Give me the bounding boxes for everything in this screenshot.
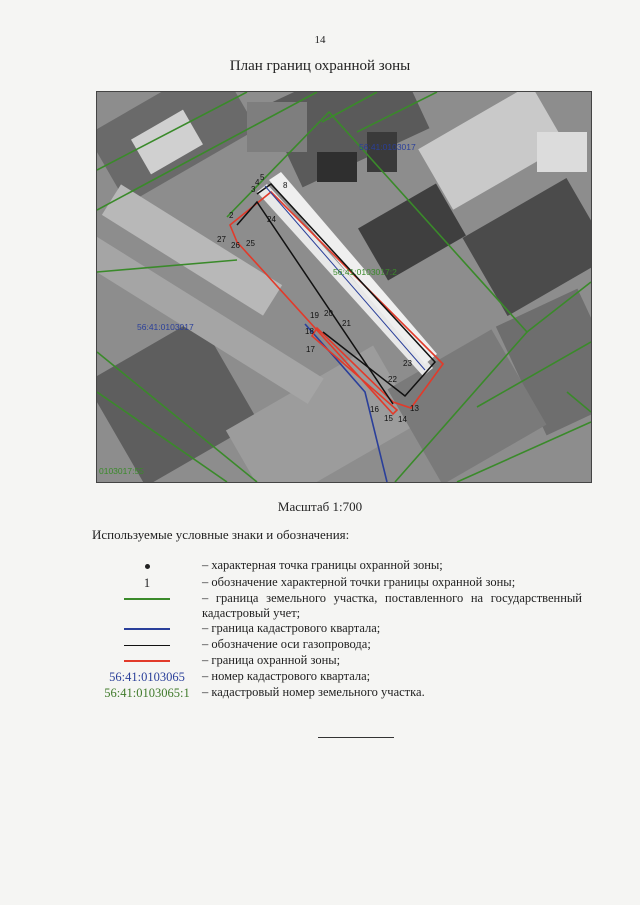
- parcel-label-center: 56:41:0103017:2: [333, 267, 397, 277]
- legend-symbol: [92, 558, 202, 574]
- quarter-label-left: 56:41:0103017: [137, 322, 194, 332]
- footer-rule: [318, 737, 394, 738]
- legend-text: – граница охранной зоны;: [202, 653, 341, 667]
- protection-zone-map: [96, 91, 592, 483]
- point-label: 27: [217, 235, 226, 244]
- legend-text: – номер кадастрового квартала;: [202, 669, 371, 683]
- legend-row: [92, 653, 582, 669]
- point-label: 23: [403, 359, 412, 368]
- legend-symbol: [92, 621, 202, 637]
- point-label: 15: [384, 414, 393, 423]
- point-label: 4: [255, 178, 260, 187]
- point-label: 3: [251, 185, 256, 194]
- legend-row: [92, 621, 582, 637]
- page-number: 14: [314, 34, 326, 46]
- protection-zone-line-icon: [124, 660, 170, 662]
- point-label: 18: [305, 327, 314, 336]
- point-label: 14: [398, 415, 407, 424]
- quarter-border-line-icon: [124, 628, 170, 630]
- point-label: 5: [260, 173, 265, 182]
- point-label: 17: [306, 345, 315, 354]
- map-svg: [97, 92, 591, 482]
- point-label: 21: [342, 319, 351, 328]
- legend-symbol: [92, 591, 202, 607]
- legend-text: – обозначение оси газопровода;: [202, 637, 371, 651]
- legend-row: [92, 591, 582, 621]
- legend-text: – граница земельного участка, поставленного на государственный кадастровый учет;: [202, 591, 582, 620]
- point-label: 19: [310, 311, 319, 320]
- legend-heading: Используемые условные знаки и обозначения:: [92, 527, 350, 542]
- legend-symbol: 56:41:0103065: [109, 669, 185, 684]
- legend-row: [92, 669, 582, 685]
- point-label: 22: [388, 375, 397, 384]
- legend-symbol: 56:41:0103065:1: [104, 685, 190, 700]
- point-label: 2: [229, 211, 234, 220]
- legend-text: – кадастровый номер земельного участка.: [202, 685, 425, 699]
- legend-symbol: 1: [143, 575, 151, 590]
- page-title: План границ охранной зоны: [229, 58, 411, 74]
- parcel-border-line-icon: [124, 598, 170, 600]
- legend-row: [92, 685, 582, 701]
- point-label: 24: [267, 215, 276, 224]
- pipeline-axis-line-icon: [124, 645, 170, 646]
- legend-text: – обозначение характерной точки границы охранной зоны;: [202, 575, 516, 589]
- map-scale: Масштаб 1:700: [277, 499, 363, 514]
- legend-row: [92, 637, 582, 653]
- legend: [92, 558, 582, 701]
- legend-text: – характерная точка границы охранной зоны;: [202, 558, 443, 572]
- point-label: 25: [246, 239, 255, 248]
- legend-row: [92, 558, 582, 574]
- quarter-label-top: 56:41:0103017: [359, 142, 416, 152]
- point-label: 20: [324, 309, 333, 318]
- legend-text: – граница кадастрового квартала;: [202, 621, 381, 635]
- legend-row: [92, 575, 582, 591]
- legend-symbol: [92, 653, 202, 669]
- point-label: 26: [231, 241, 240, 250]
- point-label: 16: [370, 405, 379, 414]
- legend-symbol: [92, 637, 202, 653]
- point-label: 8: [283, 181, 288, 190]
- boundary-point-icon: [145, 564, 150, 569]
- point-label: 13: [410, 404, 419, 413]
- parcel-label-bottom: 0103017:55: [99, 466, 144, 476]
